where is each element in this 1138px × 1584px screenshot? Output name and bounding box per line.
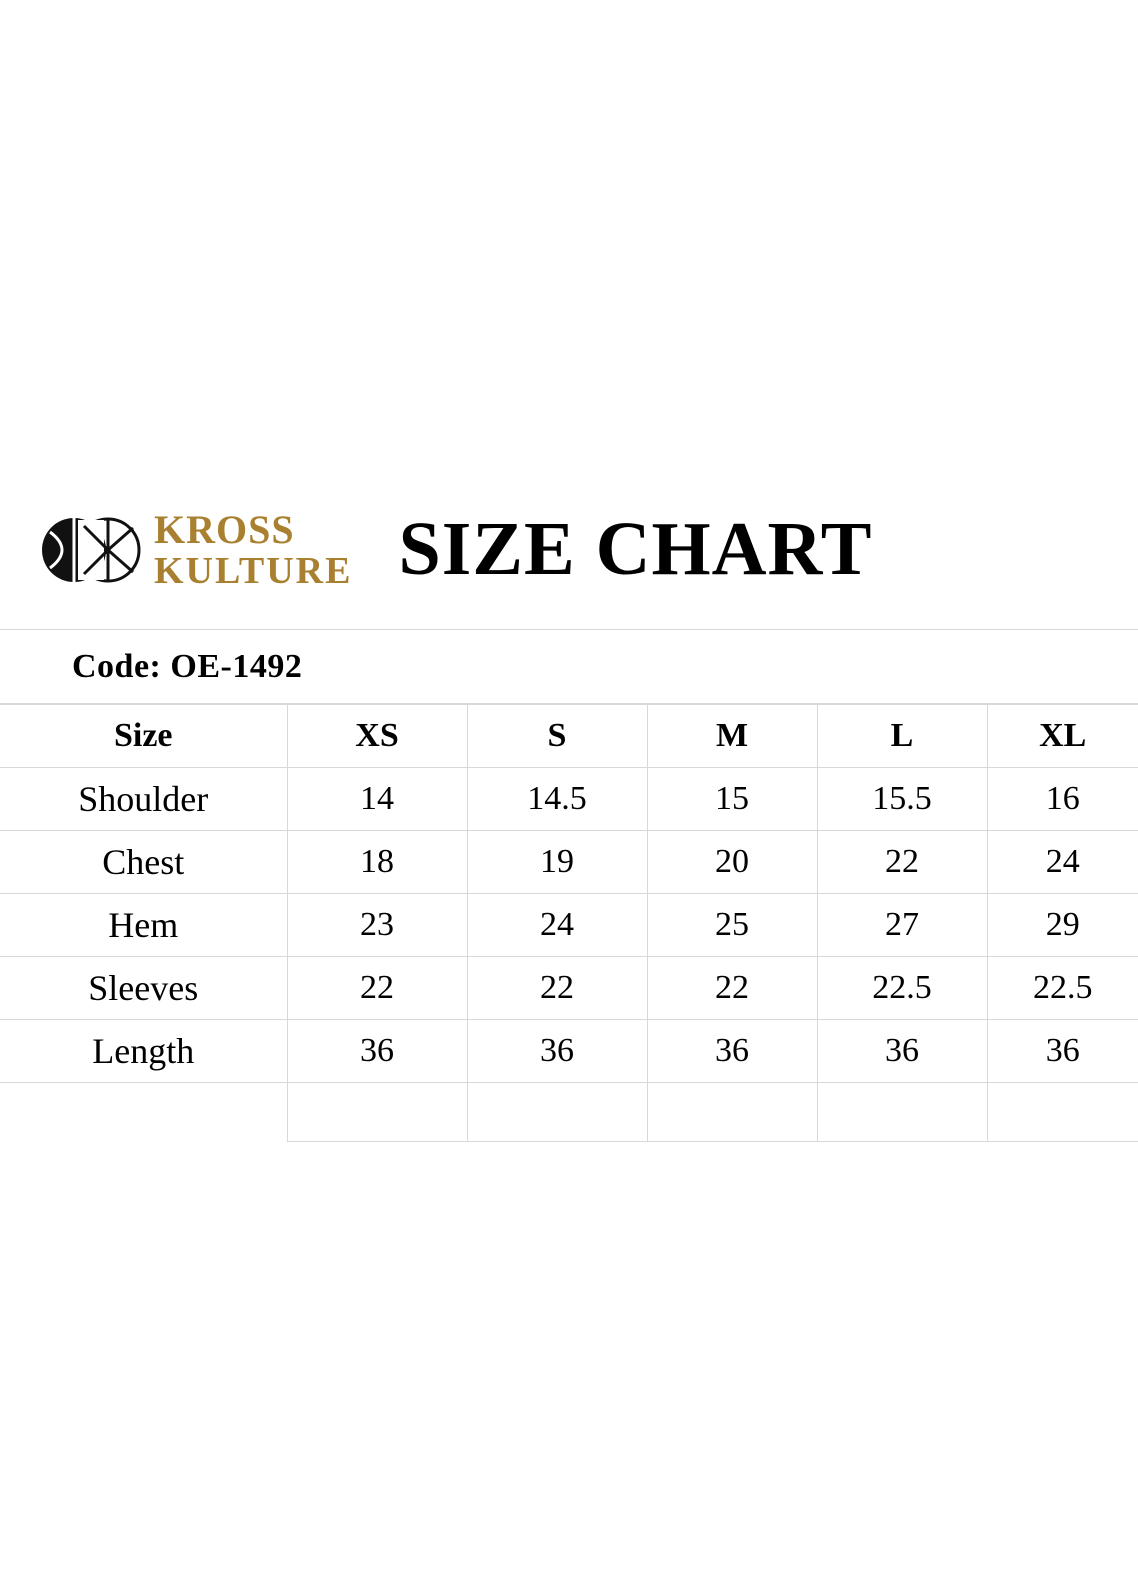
kross-kulture-logo-icon bbox=[38, 498, 142, 602]
cell-hem-l: 27 bbox=[817, 894, 987, 957]
table-row bbox=[0, 957, 1138, 1020]
cell-hem-xl: 29 bbox=[987, 894, 1138, 957]
cell-shoulder-m: 15 bbox=[647, 768, 817, 831]
table-row bbox=[0, 831, 1138, 894]
cell-hem-s: 24 bbox=[467, 894, 647, 957]
row-label-sleeves: Sleeves bbox=[0, 957, 287, 1020]
size-measurements-table bbox=[0, 704, 1138, 1142]
product-code: Code: OE-1492 bbox=[72, 648, 303, 685]
brand-name-line2: KULTURE bbox=[154, 549, 353, 592]
cell-sleeves-m: 22 bbox=[647, 957, 817, 1020]
cell-chest-xs: 18 bbox=[287, 831, 467, 894]
document-header bbox=[0, 470, 1138, 630]
product-code-row bbox=[0, 631, 1138, 704]
cell-empty-l bbox=[817, 1083, 987, 1142]
column-header-size: Size bbox=[0, 705, 287, 768]
row-label-empty bbox=[0, 1083, 287, 1142]
table-row bbox=[0, 1020, 1138, 1083]
column-header-s: S bbox=[467, 705, 647, 768]
table-row bbox=[0, 894, 1138, 957]
cell-sleeves-xs: 22 bbox=[287, 957, 467, 1020]
cell-shoulder-l: 15.5 bbox=[817, 768, 987, 831]
column-header-l: L bbox=[817, 705, 987, 768]
cell-shoulder-xs: 14 bbox=[287, 768, 467, 831]
cell-empty-xl bbox=[987, 1083, 1138, 1142]
cell-empty-xs bbox=[287, 1083, 467, 1142]
page-title: SIZE CHART bbox=[398, 507, 873, 591]
row-label-shoulder: Shoulder bbox=[0, 768, 287, 831]
cell-length-s: 36 bbox=[467, 1020, 647, 1083]
column-header-xs: XS bbox=[287, 705, 467, 768]
table-row bbox=[0, 768, 1138, 831]
cell-shoulder-s: 14.5 bbox=[467, 768, 647, 831]
table-header-row bbox=[0, 705, 1138, 768]
column-header-m: M bbox=[647, 705, 817, 768]
row-label-hem: Hem bbox=[0, 894, 287, 957]
cell-chest-s: 19 bbox=[467, 831, 647, 894]
cell-sleeves-l: 22.5 bbox=[817, 957, 987, 1020]
cell-sleeves-xl: 22.5 bbox=[987, 957, 1138, 1020]
column-header-xl: XL bbox=[987, 705, 1138, 768]
brand-wordmark bbox=[154, 506, 353, 592]
brand-name-line1: KROSS bbox=[154, 506, 295, 552]
cell-shoulder-xl: 16 bbox=[987, 768, 1138, 831]
cell-sleeves-s: 22 bbox=[467, 957, 647, 1020]
table-row bbox=[0, 1083, 1138, 1142]
row-label-chest: Chest bbox=[0, 831, 287, 894]
cell-length-xs: 36 bbox=[287, 1020, 467, 1083]
cell-length-xl: 36 bbox=[987, 1020, 1138, 1083]
cell-empty-m bbox=[647, 1083, 817, 1142]
cell-length-l: 36 bbox=[817, 1020, 987, 1083]
cell-chest-xl: 24 bbox=[987, 831, 1138, 894]
cell-empty-s bbox=[467, 1083, 647, 1142]
cell-chest-l: 22 bbox=[817, 831, 987, 894]
row-label-length: Length bbox=[0, 1020, 287, 1083]
cell-hem-xs: 23 bbox=[287, 894, 467, 957]
cell-hem-m: 25 bbox=[647, 894, 817, 957]
cell-chest-m: 20 bbox=[647, 831, 817, 894]
cell-length-m: 36 bbox=[647, 1020, 817, 1083]
